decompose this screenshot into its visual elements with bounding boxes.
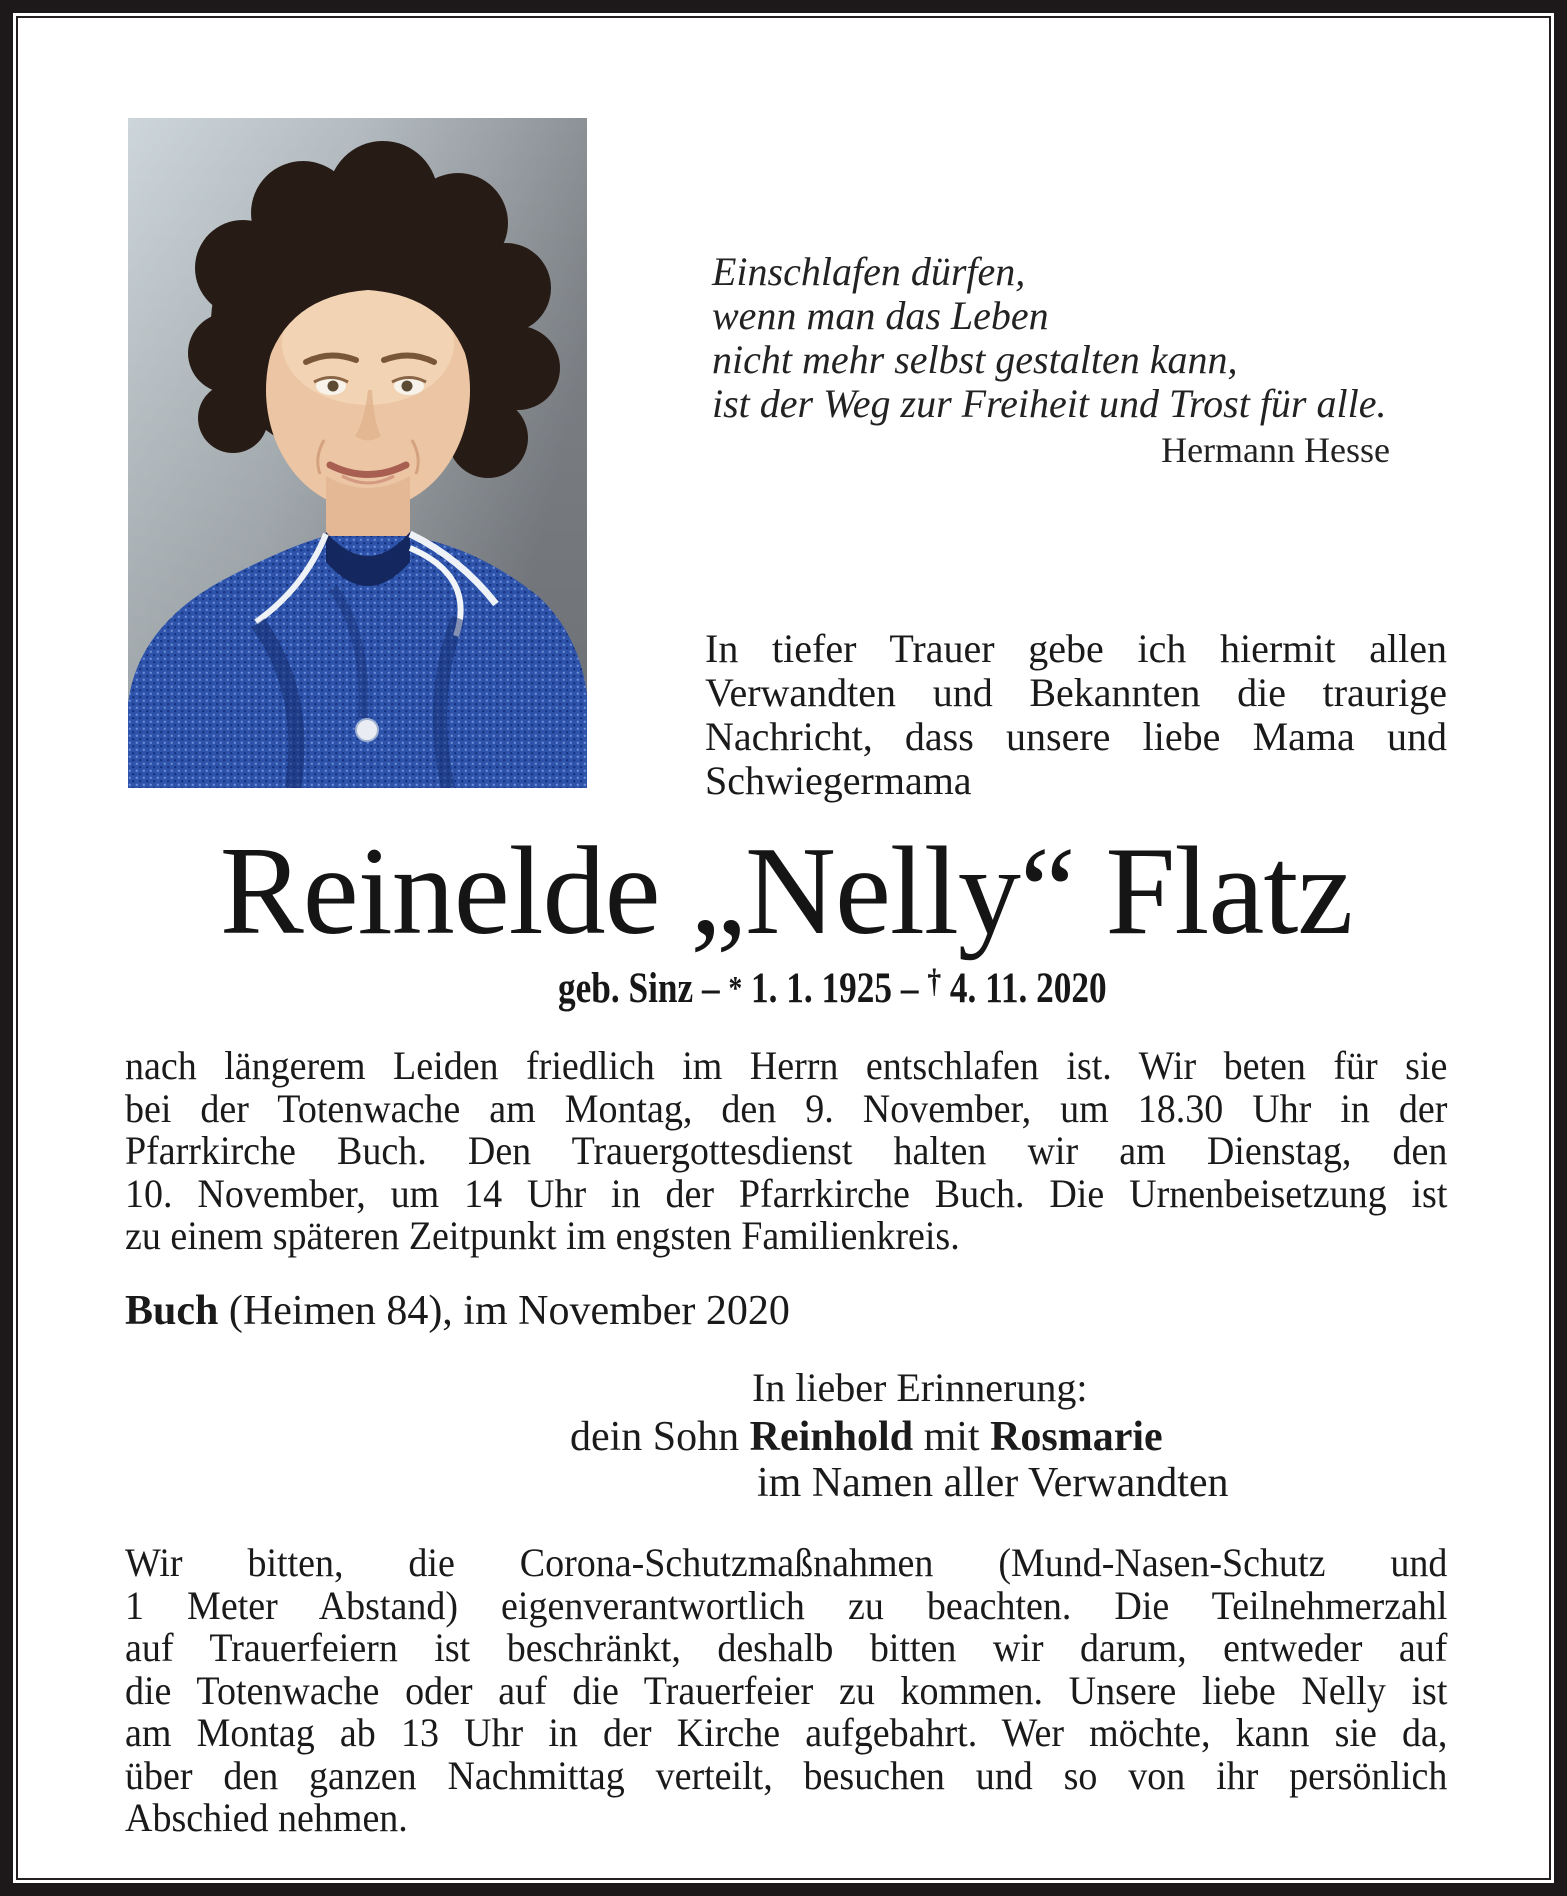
birth-death-dates xyxy=(558,962,1227,1016)
maiden-name: geb. Sinz – xyxy=(558,965,729,1012)
signature-prefix: dein Sohn xyxy=(570,1414,750,1460)
paragraph-line: 1 Meter Abstand) eigenverantwortlich zu beachten. Die Teilnehmerzahl xyxy=(125,1582,1448,1628)
deceased-name: Reinelde „Nelly“ Flatz xyxy=(219,822,1353,961)
dates-text xyxy=(558,962,1107,1016)
portrait-illustration xyxy=(128,118,587,788)
quote-attribution: Hermann Hesse xyxy=(1161,430,1390,470)
location-date-line xyxy=(125,1289,790,1333)
quote-line: Einschlafen dürfen, xyxy=(712,249,1026,294)
paragraph-line: die Totenwache oder auf die Trauerfeier zu kommen. Unsere liebe Nelly ist xyxy=(125,1667,1448,1713)
intro-line: Schwiegermama xyxy=(705,758,972,803)
intro-line: Verwandten und Bekannten die traurige xyxy=(705,670,1447,715)
quote-lines xyxy=(712,250,1448,426)
death-announcement-intro xyxy=(705,627,1447,803)
deceased-portrait-photo xyxy=(128,118,587,788)
intro-line: In tiefer Trauer gebe ich hiermit allen xyxy=(705,626,1447,671)
paragraph-line: über den ganzen Nachmittag verteilt, besuchen und so von ihr persönlich xyxy=(125,1752,1448,1798)
memorial-quote xyxy=(712,250,1448,470)
family-signature-line xyxy=(570,1414,1163,1460)
relatives-line: im Namen aller Verwandten xyxy=(757,1460,1229,1506)
paragraph-line: Wir bitten, die Corona-Schutzmaßnahmen (Mund-Nasen-Schutz und xyxy=(125,1540,1448,1585)
paragraph-line: 10. November, um 14 Uhr in der Pfarrkirche Buch. Die Urnenbeisetzung ist xyxy=(125,1170,1448,1216)
signature-mid: mit xyxy=(913,1414,991,1460)
face xyxy=(266,260,470,510)
paragraph-line: Pfarrkirche Buch. Den Trauergottesdienst halten wir am Dienstag, den xyxy=(125,1128,1448,1173)
paragraph-line: zu einem späteren Zeitpunkt im engsten Familienkreis. xyxy=(125,1213,960,1258)
paragraph-line: Abschied nehmen. xyxy=(125,1795,408,1840)
paragraph-line: bei der Totenwache am Montag, den 9. November, um 18.30 Uhr in der xyxy=(125,1085,1448,1131)
quote-line: wenn man das Leben xyxy=(712,293,1049,338)
remembrance-heading: In lieber Erinnerung: xyxy=(752,1365,1088,1410)
location-place: Buch xyxy=(125,1288,219,1334)
quote-line: nicht mehr selbst gestalten kann, xyxy=(712,337,1238,382)
paragraph-line: auf Trauerfeiern ist beschränkt, deshalb bitten wir darum, entweder auf xyxy=(125,1625,1448,1670)
location-rest: (Heimen 84), im November 2020 xyxy=(218,1288,790,1334)
son-name: Reinhold xyxy=(749,1414,914,1460)
paragraph-line: nach längerem Leiden friedlich im Herrn entschlafen ist. Wir beten für sie xyxy=(125,1043,1448,1088)
died-cross-symbol: † xyxy=(927,962,942,1000)
wife-name: Rosmarie xyxy=(990,1414,1163,1460)
born-star-symbol: * xyxy=(728,970,743,1008)
quote-line: ist der Weg zur Freiheit und Trost für alle. xyxy=(712,381,1387,426)
intro-line: Nachricht, dass unsere liebe Mama und xyxy=(705,714,1447,759)
paragraph-line: am Montag ab 13 Uhr in der Kirche aufgebahrt. Wer möchte, kann sie da, xyxy=(125,1710,1448,1755)
birth-date: 1. 1. 1925 – xyxy=(742,965,928,1012)
funeral-details-paragraph xyxy=(125,1045,1447,1258)
corona-notice-paragraph xyxy=(125,1542,1447,1840)
death-date: 4. 11. 2020 xyxy=(941,965,1107,1012)
